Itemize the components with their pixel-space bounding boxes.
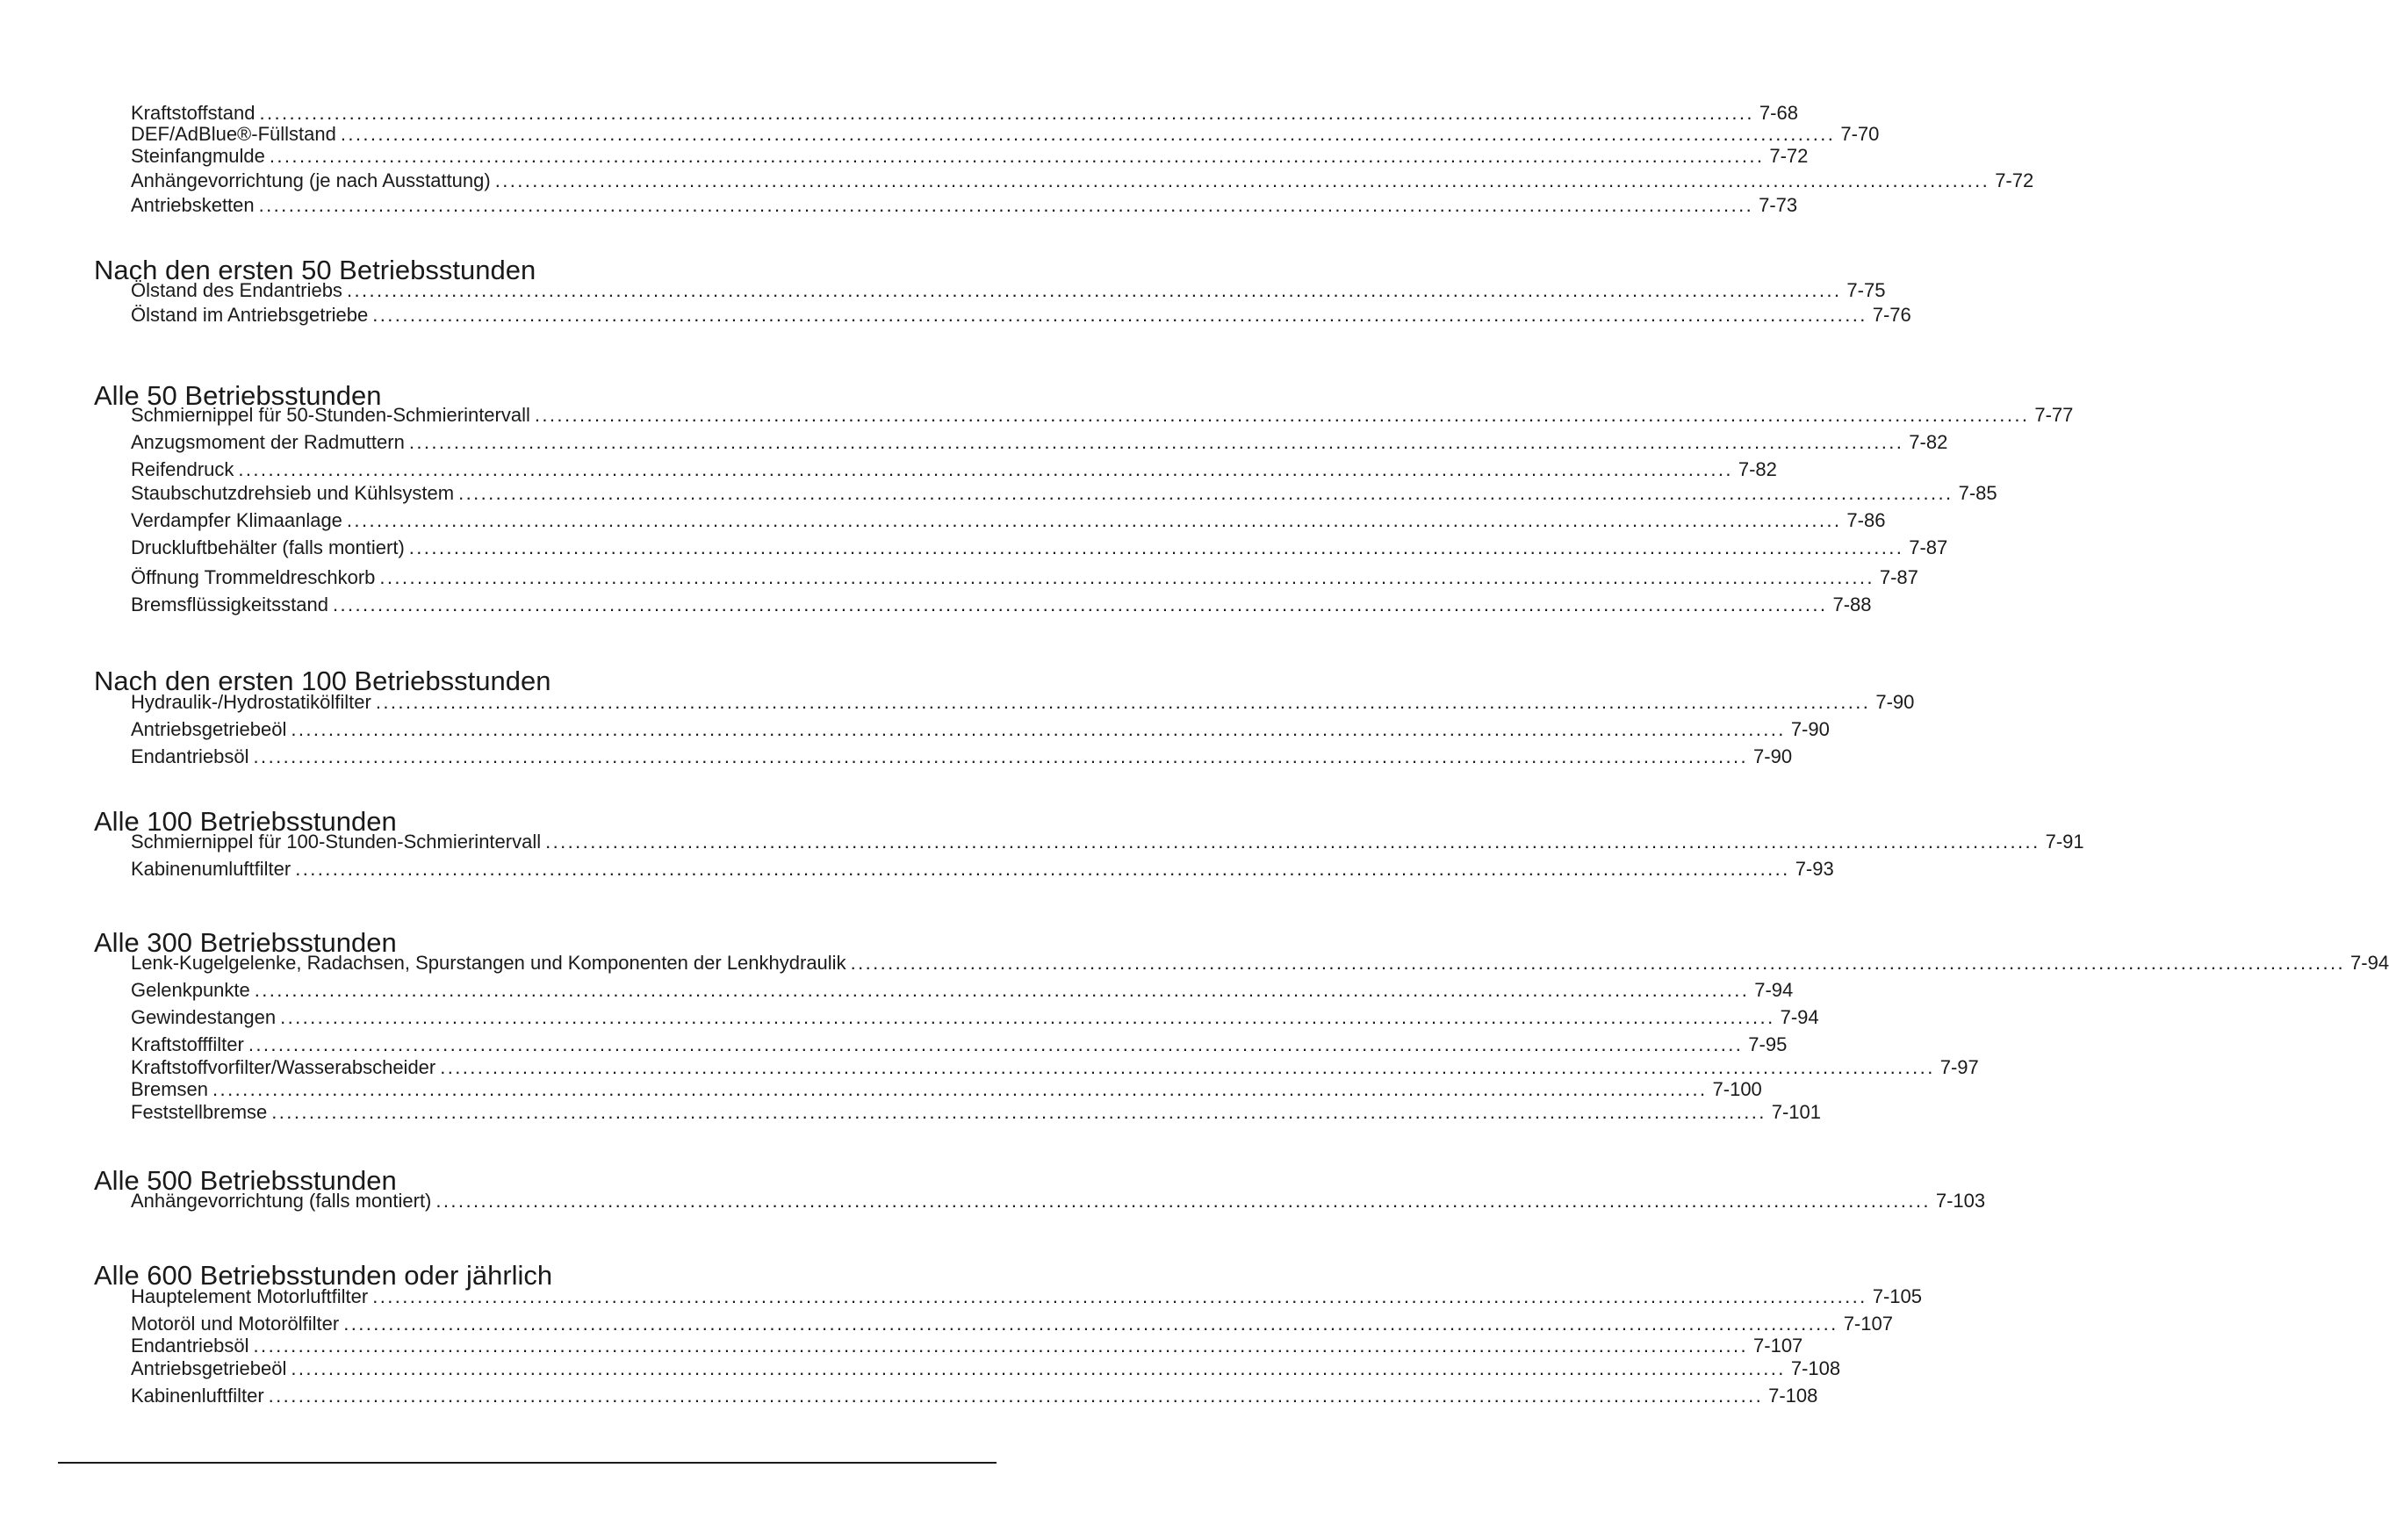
section-heading: Alle 300 Betriebsstunden (94, 927, 397, 958)
dot-leader: ........................................................................................................................................................................................................ (534, 404, 2030, 426)
toc-entry (131, 1190, 1986, 1213)
toc-entry-page-number: 7-82 (1738, 458, 1777, 480)
toc-entry (131, 123, 1880, 146)
dot-leader: ........................................................................................................................................................................................................ (379, 566, 1875, 588)
toc-entry (131, 1056, 1979, 1079)
dot-leader: ........................................................................................................................................................................................................ (271, 1101, 1767, 1123)
toc-entry-page-number: 7-100 (1712, 1078, 1762, 1100)
toc-entry (131, 718, 1830, 741)
dot-leader: ........................................................................................................................................................................................................ (291, 1357, 1786, 1379)
toc-entry-title: Druckluftbehälter (falls montiert) (131, 536, 405, 558)
dot-leader: ........................................................................................................................................................................................................ (494, 169, 1990, 191)
toc-entry-title: Ölstand im Antriebsgetriebe (131, 304, 369, 326)
toc-entry (131, 1285, 1922, 1308)
toc-entry-title: Anhängevorrichtung (je nach Ausstattung) (131, 169, 491, 191)
toc-entry-title: Antriebsgetriebeöl (131, 1357, 287, 1379)
toc-entry (131, 745, 1793, 768)
toc-entry (131, 431, 1948, 454)
toc-entry (131, 169, 2034, 192)
toc-entry (131, 1335, 1803, 1357)
toc-entry-title: Endantriebsöl (131, 1335, 249, 1356)
dot-leader: ........................................................................................................................................................................................................ (253, 745, 1749, 767)
toc-entry-title: Gelenkpunkte (131, 979, 250, 1001)
dot-leader: ........................................................................................................................................................................................................ (258, 194, 1754, 216)
footer-divider (58, 1462, 997, 1464)
toc-entry-page-number: 7-107 (1843, 1313, 1893, 1335)
dot-leader: ........................................................................................................................................................................................................ (254, 979, 1750, 1001)
toc-entry-page-number: 7-90 (1753, 745, 1793, 767)
toc-entry-title: Verdampfer Klimaanlage (131, 509, 342, 531)
dot-leader: ........................................................................................................................................................................................................ (440, 1056, 1935, 1078)
dot-leader: ........................................................................................................................................................................................................ (340, 123, 1836, 145)
dot-leader: ........................................................................................................................................................................................................ (375, 691, 1871, 713)
toc-entry-page-number: 7-85 (1958, 482, 1997, 504)
dot-leader: ........................................................................................................................................................................................................ (280, 1006, 1775, 1028)
toc-entry (131, 1006, 1819, 1029)
toc-entry-page-number: 7-108 (1768, 1385, 1818, 1407)
dot-leader: ........................................................................................................................................................................................................ (458, 482, 1954, 504)
toc-entry-page-number: 7-101 (1771, 1101, 1822, 1123)
toc-entry-title: Lenk-Kugelgelenke, Radachsen, Spurstangen und Komponenten der Lenkhydraulik (131, 952, 846, 974)
toc-entry (131, 536, 1948, 559)
toc-entry-page-number: 7-77 (2034, 404, 2074, 426)
toc-entry (131, 691, 1915, 714)
toc-entry (131, 1313, 1893, 1335)
toc-entry-title: Antriebsketten (131, 194, 255, 216)
dot-leader: ........................................................................................................................................................................................................ (545, 831, 2040, 853)
dot-leader: ........................................................................................................................................................................................................ (346, 509, 1842, 531)
dot-leader: ........................................................................................................................................................................................................ (268, 1385, 1764, 1407)
toc-entry-title: Hydraulik-/Hydrostatikölfilter (131, 691, 371, 713)
toc-entry (131, 1033, 1788, 1056)
toc-entry-title: Gewindestangen (131, 1006, 277, 1028)
dot-leader: ........................................................................................................................................................................................................ (259, 102, 1754, 124)
dot-leader: ........................................................................................................................................................................................................ (253, 1335, 1749, 1356)
toc-entry-page-number: 7-88 (1832, 594, 1872, 615)
toc-entry (131, 458, 1777, 481)
toc-entry-title: Kraftstoffvorfilter/Wasserabscheider (131, 1056, 436, 1078)
toc-entry-title: Reifendruck (131, 458, 234, 480)
dot-leader: ........................................................................................................................................................................................................ (343, 1313, 1839, 1335)
dot-leader: ........................................................................................................................................................................................................ (408, 431, 1904, 453)
dot-leader: ........................................................................................................................................................................................................ (212, 1078, 1708, 1100)
toc-entry-title: Schmiernippel für 50-Stunden-Schmierintervall (131, 404, 530, 426)
toc-entry-title: Motoröl und Motorölfilter (131, 1313, 340, 1335)
toc-entry-title: DEF/AdBlue®-Füllstand (131, 123, 336, 145)
toc-entry-page-number: 7-68 (1759, 102, 1798, 124)
dot-leader: ........................................................................................................................................................................................................ (408, 536, 1904, 558)
toc-entry (131, 482, 1997, 505)
dot-leader: ........................................................................................................................................................................................................ (295, 858, 1790, 880)
toc-entry-page-number: 7-94 (1754, 979, 1794, 1001)
toc-entry-title: Staubschutzdrehsieb und Kühlsystem (131, 482, 455, 504)
toc-entry-page-number: 7-87 (1909, 536, 1948, 558)
toc-entry (131, 1078, 1762, 1101)
toc-entry (131, 858, 1834, 881)
dot-leader: ........................................................................................................................................................................................................ (372, 1285, 1867, 1307)
toc-entry-page-number: 7-93 (1795, 858, 1834, 880)
toc-entry-title: Kraftstoffstand (131, 102, 255, 124)
dot-leader: ........................................................................................................................................................................................................ (435, 1190, 1931, 1212)
toc-entry (131, 831, 2084, 853)
toc-entry-title: Bremsen (131, 1078, 209, 1100)
toc-entry-page-number: 7-95 (1748, 1033, 1788, 1055)
toc-entry (131, 1385, 1818, 1407)
toc-entry-title: Kabinenluftfilter (131, 1385, 264, 1407)
toc-entry (131, 979, 1794, 1002)
toc-entry-page-number: 7-73 (1759, 194, 1798, 216)
dot-leader: ........................................................................................................................................................................................................ (248, 1033, 1744, 1055)
section-heading: Alle 50 Betriebsstunden (94, 380, 382, 411)
toc-entry-page-number: 7-72 (1995, 169, 2034, 191)
toc-entry-page-number: 7-82 (1909, 431, 1948, 453)
toc-entry-page-number: 7-94 (1780, 1006, 1819, 1028)
toc-entry-page-number: 7-94 (2350, 952, 2389, 974)
toc-entry-page-number: 7-86 (1846, 509, 1886, 531)
toc-entry-page-number: 7-75 (1846, 279, 1886, 301)
toc-entry-page-number: 7-72 (1769, 145, 1809, 167)
toc-entry (131, 102, 1798, 125)
toc-entry-page-number: 7-105 (1872, 1285, 1922, 1307)
toc-entry-title: Kabinenumluftfilter (131, 858, 291, 880)
toc-entry-page-number: 7-97 (1939, 1056, 1979, 1078)
toc-entry-title: Anhängevorrichtung (falls montiert) (131, 1190, 432, 1212)
dot-leader: ........................................................................................................................................................................................................ (372, 304, 1867, 326)
section-heading: Alle 500 Betriebsstunden (94, 1165, 397, 1196)
section-heading: Alle 600 Betriebsstunden oder jährlich (94, 1260, 553, 1291)
toc-entry (131, 1101, 1822, 1124)
toc-entry (131, 952, 2389, 975)
toc-entry-page-number: 7-103 (1935, 1190, 1986, 1212)
toc-entry-title: Anzugsmoment der Radmuttern (131, 431, 405, 453)
toc-entry-page-number: 7-107 (1753, 1335, 1803, 1356)
toc-entry-page-number: 7-91 (2045, 831, 2084, 853)
toc-entry-page-number: 7-90 (1875, 691, 1915, 713)
toc-entry-page-number: 7-70 (1840, 123, 1880, 145)
section-heading: Nach den ersten 100 Betriebsstunden (94, 666, 551, 696)
toc-entry (131, 279, 1886, 302)
toc-entry-title: Antriebsgetriebeöl (131, 718, 287, 740)
toc-entry-page-number: 7-87 (1879, 566, 1918, 588)
toc-entry-title: Öffnung Trommeldreschkorb (131, 566, 376, 588)
toc-entry-page-number: 7-76 (1872, 304, 1911, 326)
toc-entry-title: Endantriebsöl (131, 745, 249, 767)
toc-entry (131, 145, 1809, 168)
toc-entry (131, 404, 2074, 427)
dot-leader: ........................................................................................................................................................................................................ (269, 145, 1765, 167)
toc-entry (131, 194, 1798, 217)
toc-entry-title: Steinfangmulde (131, 145, 265, 167)
toc-entry-title: Bremsflüssigkeitsstand (131, 594, 328, 615)
toc-entry-title: Schmiernippel für 100-Stunden-Schmierintervall (131, 831, 542, 853)
toc-entry (131, 509, 1886, 532)
toc-entry-page-number: 7-108 (1790, 1357, 1841, 1379)
toc-entry-title: Ölstand des Endantriebs (131, 279, 342, 301)
section-heading: Alle 100 Betriebsstunden (94, 806, 397, 837)
dot-leader: ........................................................................................................................................................................................................ (850, 952, 2346, 974)
toc-entry (131, 566, 1918, 589)
toc-entry-title: Feststellbremse (131, 1101, 268, 1123)
dot-leader: ........................................................................................................................................................................................................ (291, 718, 1786, 740)
dot-leader: ........................................................................................................................................................................................................ (346, 279, 1842, 301)
toc-entry-page-number: 7-90 (1790, 718, 1830, 740)
section-heading: Nach den ersten 50 Betriebsstunden (94, 255, 536, 285)
dot-leader: ........................................................................................................................................................................................................ (238, 458, 1733, 480)
toc-entry (131, 304, 1911, 327)
toc-entry-title: Kraftstofffilter (131, 1033, 244, 1055)
dot-leader: ........................................................................................................................................................................................................ (332, 594, 1828, 615)
toc-entry (131, 594, 1872, 616)
toc-entry-title: Hauptelement Motorluftfilter (131, 1285, 369, 1307)
toc-entry (131, 1357, 1841, 1380)
